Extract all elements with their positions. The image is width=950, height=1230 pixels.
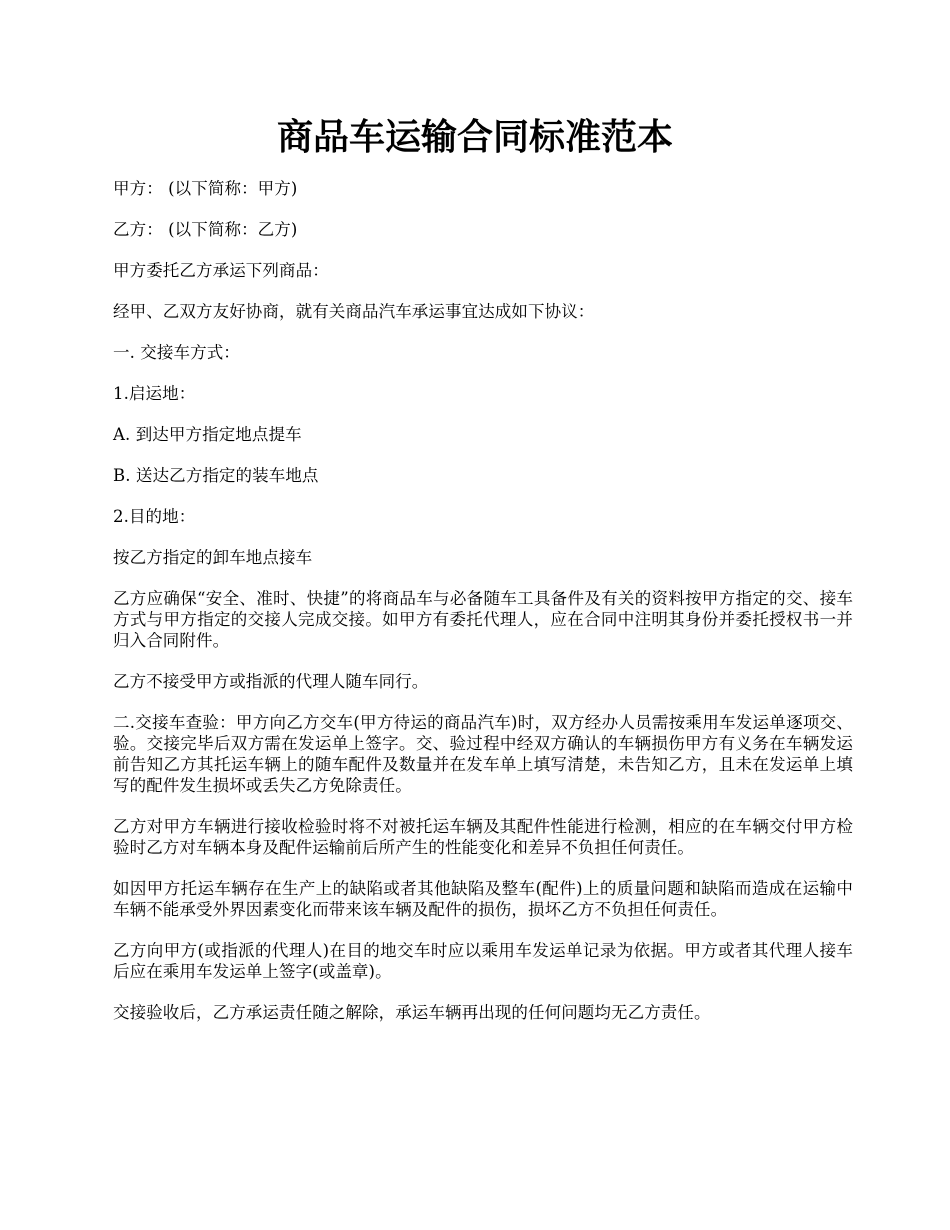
paragraph-option-a: A. 到达甲方指定地点提车 — [113, 425, 302, 444]
document-body — [113, 178, 853, 1043]
paragraph-unloading: 按乙方指定的卸车地点接车 — [113, 548, 313, 567]
paragraph-no-performance-test: 乙方对甲方车辆进行接收检验时将不对被托运车辆及其配件性能进行检测，相应的在车辆交付甲方检验时乙方对车辆本身及配件运输前后所产生的性能变化和差异不负担任何责任。 — [113, 817, 853, 857]
paragraph-defect-liability: 如因甲方托运车辆存在生产上的缺陷或者其他缺陷及整车(配件)上的质量问题和缺陷而造成在运输中车辆不能承受外界因素变化而带来该车辆及配件的损伤，损坏乙方不负担任何责任。 — [113, 879, 853, 919]
paragraph-no-escort: 乙方不接受甲方或指派的代理人随车同行。 — [113, 672, 429, 691]
paragraph-liability-release: 交接验收后，乙方承运责任随之解除，承运车辆再出现的任何问题均无乙方责任。 — [113, 1003, 711, 1022]
paragraph-origin: 1.启运地： — [113, 384, 196, 403]
paragraph-party-a: 甲方： (以下简称：甲方) — [113, 179, 298, 198]
paragraph-party-b: 乙方： (以下简称：乙方) — [113, 220, 298, 239]
document-title: 商品车运输合同标准范本 — [276, 116, 673, 158]
paragraph-destination: 2.目的地： — [113, 507, 196, 526]
section-heading-inspection: 二.交接车查验：甲方向乙方交车(甲方待运的商品汽车)时，双方经办人员需按乘用车发运单逐项交、验。交接完毕后双方需在发运单上签字。交、验过程中经双方确认的车辆损伤甲方有义务在车辆发运前告知乙方其托运车辆上的随车配件及数量并在发车单上填写清楚，未告知乙方，且未在发运单上填写的配件发生损坏或丢失乙方免除责任。 — [113, 713, 853, 795]
paragraph-safety-assurance: 乙方应确保“安全、准时、快捷”的将商品车与必备随车工具备件及有关的资料按甲方指定的交、接车方式与甲方指定的交接人完成交接。如甲方有委托代理人，应在合同中注明其身份并委托授权书一并归入合同附件。 — [113, 589, 853, 650]
section-heading-handover-method: 一. 交接车方式： — [113, 343, 240, 362]
paragraph-commission: 甲方委托乙方承运下列商品： — [113, 261, 329, 280]
paragraph-delivery-record: 乙方向甲方(或指派的代理人)在目的地交车时应以乘用车发运单记录为依据。甲方或者其代理人接车后应在乘用车发运单上签字(或盖章)。 — [113, 941, 853, 981]
paragraph-option-b: B. 送达乙方指定的装车地点 — [113, 466, 319, 485]
paragraph-agreement: 经甲、乙双方友好协商，就有关商品汽车承运事宜达成如下协议： — [113, 302, 595, 321]
